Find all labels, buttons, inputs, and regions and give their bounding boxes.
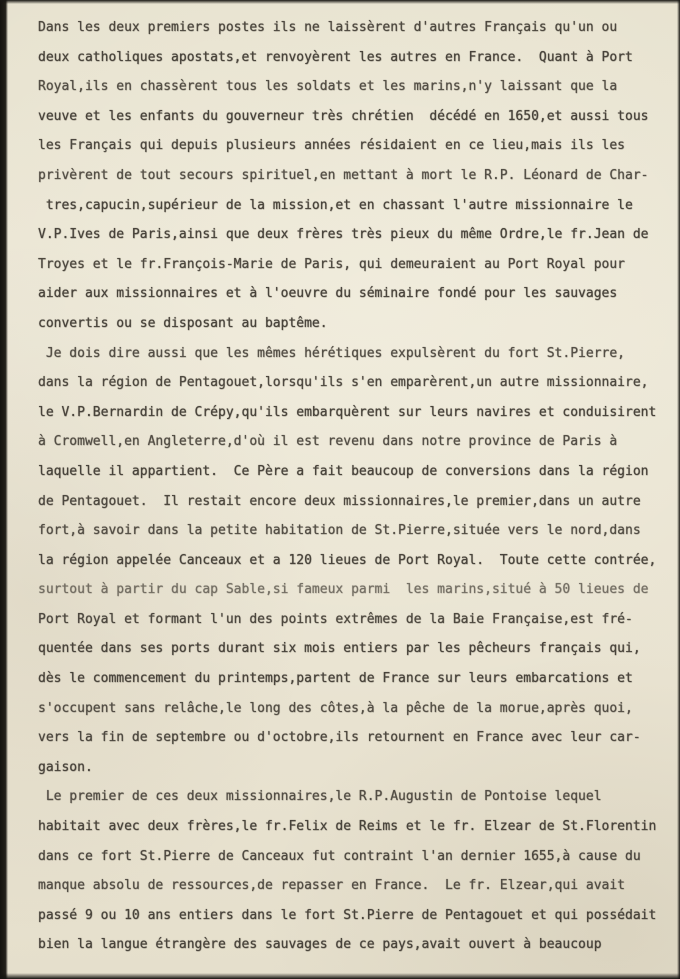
- text-line: passé 9 ou 10 ans entiers dans le fort St.Pierre de Pentagouet et qui possédait: [38, 907, 657, 923]
- text-line: Le premier de ces deux missionnaires,le R.P.Augustin de Pontoise lequel: [38, 789, 602, 805]
- text-line: surtout à partir du cap Sable,si fameux parmi les marins,situé à 50 lieues de: [38, 582, 649, 598]
- text-line: Royal,ils en chassèrent tous les soldats et les marins,n'y laissant que la: [38, 79, 618, 95]
- scan-edge-left: [0, 0, 8, 979]
- text-line: V.P.Ives de Paris,ainsi que deux frères très pieux du même Ordre,le fr.Jean de: [38, 227, 649, 243]
- text-line: habitait avec deux frères,le fr.Felix de Reims et le fr. Elzear de St.Florentin: [38, 819, 657, 835]
- text-line: Dans les deux premiers postes ils ne laissèrent d'autres Français qu'un ou: [38, 20, 618, 35]
- text-line: quentée dans ses ports durant six mois entiers par les pêcheurs français qui,: [38, 641, 641, 657]
- text-line: deux catholiques apostats,et renvoyèrent les autres en France. Quant à Port: [38, 49, 633, 65]
- text-line: vers la fin de septembre ou d'octobre,ils retournent en France avec leur car-: [38, 730, 641, 746]
- text-line: s'occupent sans relâche,le long des côtes,à la pêche de la morue,après quoi,: [38, 700, 633, 716]
- text-line: de Pentagouet. Il restait encore deux missionnaires,le premier,dans un autre: [38, 493, 641, 509]
- text-line: la région appelée Canceaux et a 120 lieues de Port Royal. Toute cette contrée,: [38, 552, 657, 568]
- text-line: Je dois dire aussi que les mêmes hérétiques expulsèrent du fort St.Pierre,: [38, 345, 625, 361]
- text-line: convertis ou se disposant au baptême.: [38, 315, 328, 331]
- text-line: fort,à savoir dans la petite habitation de St.Pierre,située vers le nord,dans: [38, 523, 641, 539]
- text-line: veuve et les enfants du gouverneur très chrétien décédé en 1650,et aussi tous: [38, 108, 649, 124]
- text-line: privèrent de tout secours spirituel,en mettant à mort le R.P. Léonard de Char-: [38, 167, 649, 183]
- text-line: gaison.: [38, 759, 93, 775]
- text-line: tres,capucin,supérieur de la mission,et en chassant l'autre missionnaire le: [38, 197, 633, 213]
- text-line: bien la langue étrangère des sauvages de ce pays,avait ouvert à beaucoup: [38, 937, 602, 953]
- text-line: Troyes et le fr.François-Marie de Paris, qui demeuraient au Port Royal pour: [38, 256, 625, 272]
- text-line: dans la région de Pentagouet,lorsqu'ils s'en emparèrent,un autre missionnaire,: [38, 375, 649, 391]
- text-line: Port Royal et formant l'un des points extrêmes de la Baie Française,est fré-: [38, 611, 633, 627]
- text-line: dans ce fort St.Pierre de Canceaux fut contraint l'an dernier 1655,à cause du: [38, 848, 641, 864]
- document-text: [38, 13, 662, 960]
- text-line: manque absolu de ressources,de repasser en France. Le fr. Elzear,qui avait: [38, 878, 625, 894]
- text-line: dès le commencement du printemps,partent de France sur leurs embarcations et: [38, 671, 633, 687]
- text-line: le V.P.Bernardin de Crépy,qu'ils embarquèrent sur leurs navires et conduisirent: [38, 404, 657, 420]
- text-line: les Français qui depuis plusieurs années résidaient en ce lieu,mais ils les: [38, 138, 625, 154]
- scan-edge-bottom: [0, 973, 680, 979]
- text-line: laquelle il appartient. Ce Père a fait beaucoup de conversions dans la région: [38, 463, 649, 479]
- scan-edge-top: [0, 0, 680, 4]
- text-line: à Cromwell,en Angleterre,d'où il est revenu dans notre province de Paris à: [38, 434, 618, 450]
- text-line: aider aux missionnaires et à l'oeuvre du séminaire fondé pour les sauvages: [38, 286, 618, 302]
